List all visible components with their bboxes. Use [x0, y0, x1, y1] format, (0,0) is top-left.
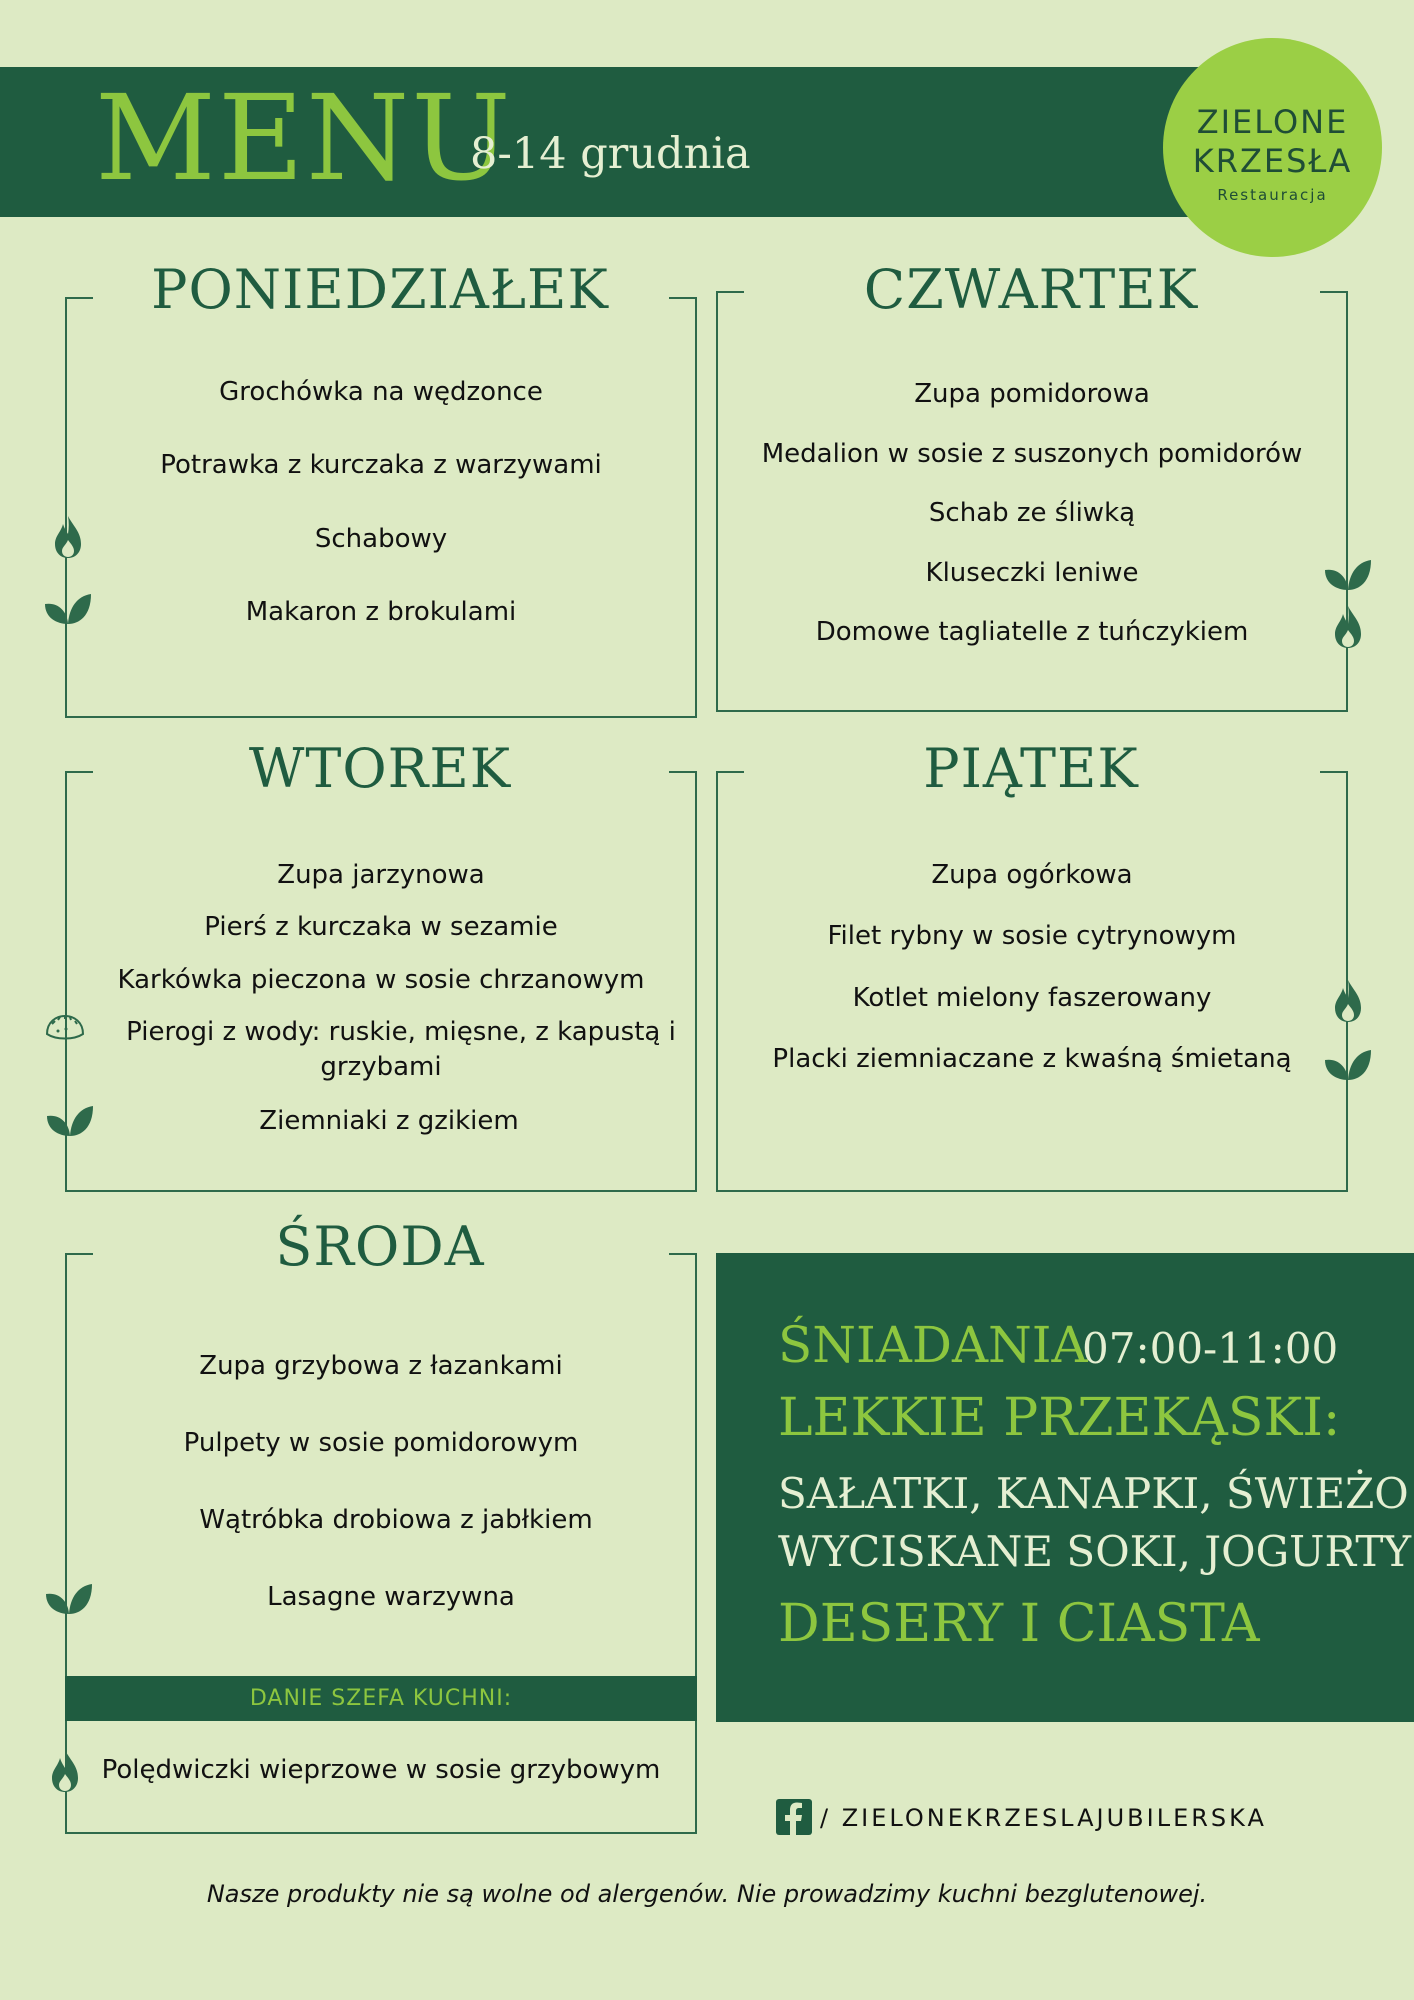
dish: Filet rybny w sosie cytrynowym [827, 921, 1237, 951]
dish: grzybami [320, 1052, 442, 1082]
leaf-icon [44, 1580, 94, 1616]
flame-icon [48, 1748, 82, 1794]
dish: Pierś z kurczaka w sezamie [204, 912, 558, 942]
snacks-line-1: SAŁATKI, KANAPKI, ŚWIEŻO [778, 1469, 1409, 1518]
facebook-handle[interactable]: / ZIELONEKRZESLAJUBILERSKA [820, 1804, 1267, 1832]
dish: Domowe tagliatelle z tuńczykiem [815, 617, 1249, 647]
dish: Kluseczki leniwe [925, 558, 1139, 588]
allergen-disclaimer: Nasze produkty nie są wolne od alergenów. Nie prowadzimy kuchni bezglutenowej. [206, 1880, 1208, 1908]
dish: Pierogi z wody: ruskie, mięsne, z kapustą i [126, 1017, 676, 1047]
dish: Zupa grzybowa z łazankami [199, 1351, 563, 1381]
day-title-tuesday: WTOREK [248, 737, 512, 800]
dish: Grochówka na wędzonce [219, 377, 543, 407]
day-title-monday: PONIEDZIAŁEK [151, 258, 609, 321]
menu-title: MENU [95, 69, 513, 207]
logo-line1: ZIELONE [1196, 103, 1349, 141]
dish: Schab ze śliwką [928, 498, 1136, 528]
flame-icon [1331, 604, 1365, 650]
logo-line3: Restauracja [1217, 186, 1328, 204]
menu-dates: 8-14 grudnia [470, 129, 751, 179]
dish: Medalion w sosie z suszonych pomidorów [761, 439, 1303, 469]
breakfast-title: ŚNIADANIA [778, 1316, 1088, 1374]
leaf-icon [1323, 556, 1373, 592]
dish: Kotlet mielony faszerowany [852, 983, 1212, 1013]
snacks-title: LEKKIE PRZEKĄSKI: [778, 1388, 1341, 1448]
flame-icon [51, 514, 85, 560]
chef-special-bar [65, 1676, 697, 1721]
leaf-icon [43, 590, 93, 626]
snacks-line-2: WYCISKANE SOKI, JOGURTY [778, 1527, 1412, 1576]
dish: Wątróbka drobiowa z jabłkiem [199, 1505, 593, 1535]
dish: Potrawka z kurczaka z warzywami [160, 450, 602, 480]
day-title-friday: PIĄTEK [923, 737, 1139, 800]
dish: Ziemniaki z gzikiem [259, 1106, 519, 1136]
dumpling-icon [44, 1012, 86, 1046]
breakfast-hours: 07:00-11:00 [1082, 1324, 1339, 1373]
leaf-icon [1323, 1046, 1373, 1082]
dish: Pulpety w sosie pomidorowym [183, 1428, 579, 1458]
dish: Karkówka pieczona w sosie chrzanowym [117, 965, 645, 995]
dish: Zupa ogórkowa [931, 860, 1133, 890]
dish: Zupa pomidorowa [914, 379, 1150, 409]
day-title-thursday: CZWARTEK [863, 258, 1199, 321]
dish: Makaron z brokulami [245, 597, 517, 627]
leaf-icon [45, 1102, 95, 1138]
restaurant-logo [1163, 38, 1382, 257]
breakfast-snacks-panel [716, 1253, 1414, 1722]
chef-special-dish: Polędwiczki wieprzowe w sosie grzybowym [101, 1755, 661, 1785]
dish: Schabowy [314, 524, 448, 554]
chef-special-label: DANIE SZEFA KUCHNI: [249, 1686, 513, 1711]
desserts-title: DESERY I CIASTA [778, 1594, 1260, 1654]
dish: Placki ziemniaczane z kwaśną śmietaną [772, 1044, 1292, 1074]
day-title-wednesday: ŚRODA [275, 1215, 485, 1278]
logo-line2: KRZESŁA [1192, 142, 1353, 180]
flame-icon [1331, 978, 1365, 1024]
facebook-icon[interactable] [776, 1799, 812, 1835]
dish: Lasagne warzywna [267, 1582, 515, 1612]
dish: Zupa jarzynowa [277, 860, 485, 890]
